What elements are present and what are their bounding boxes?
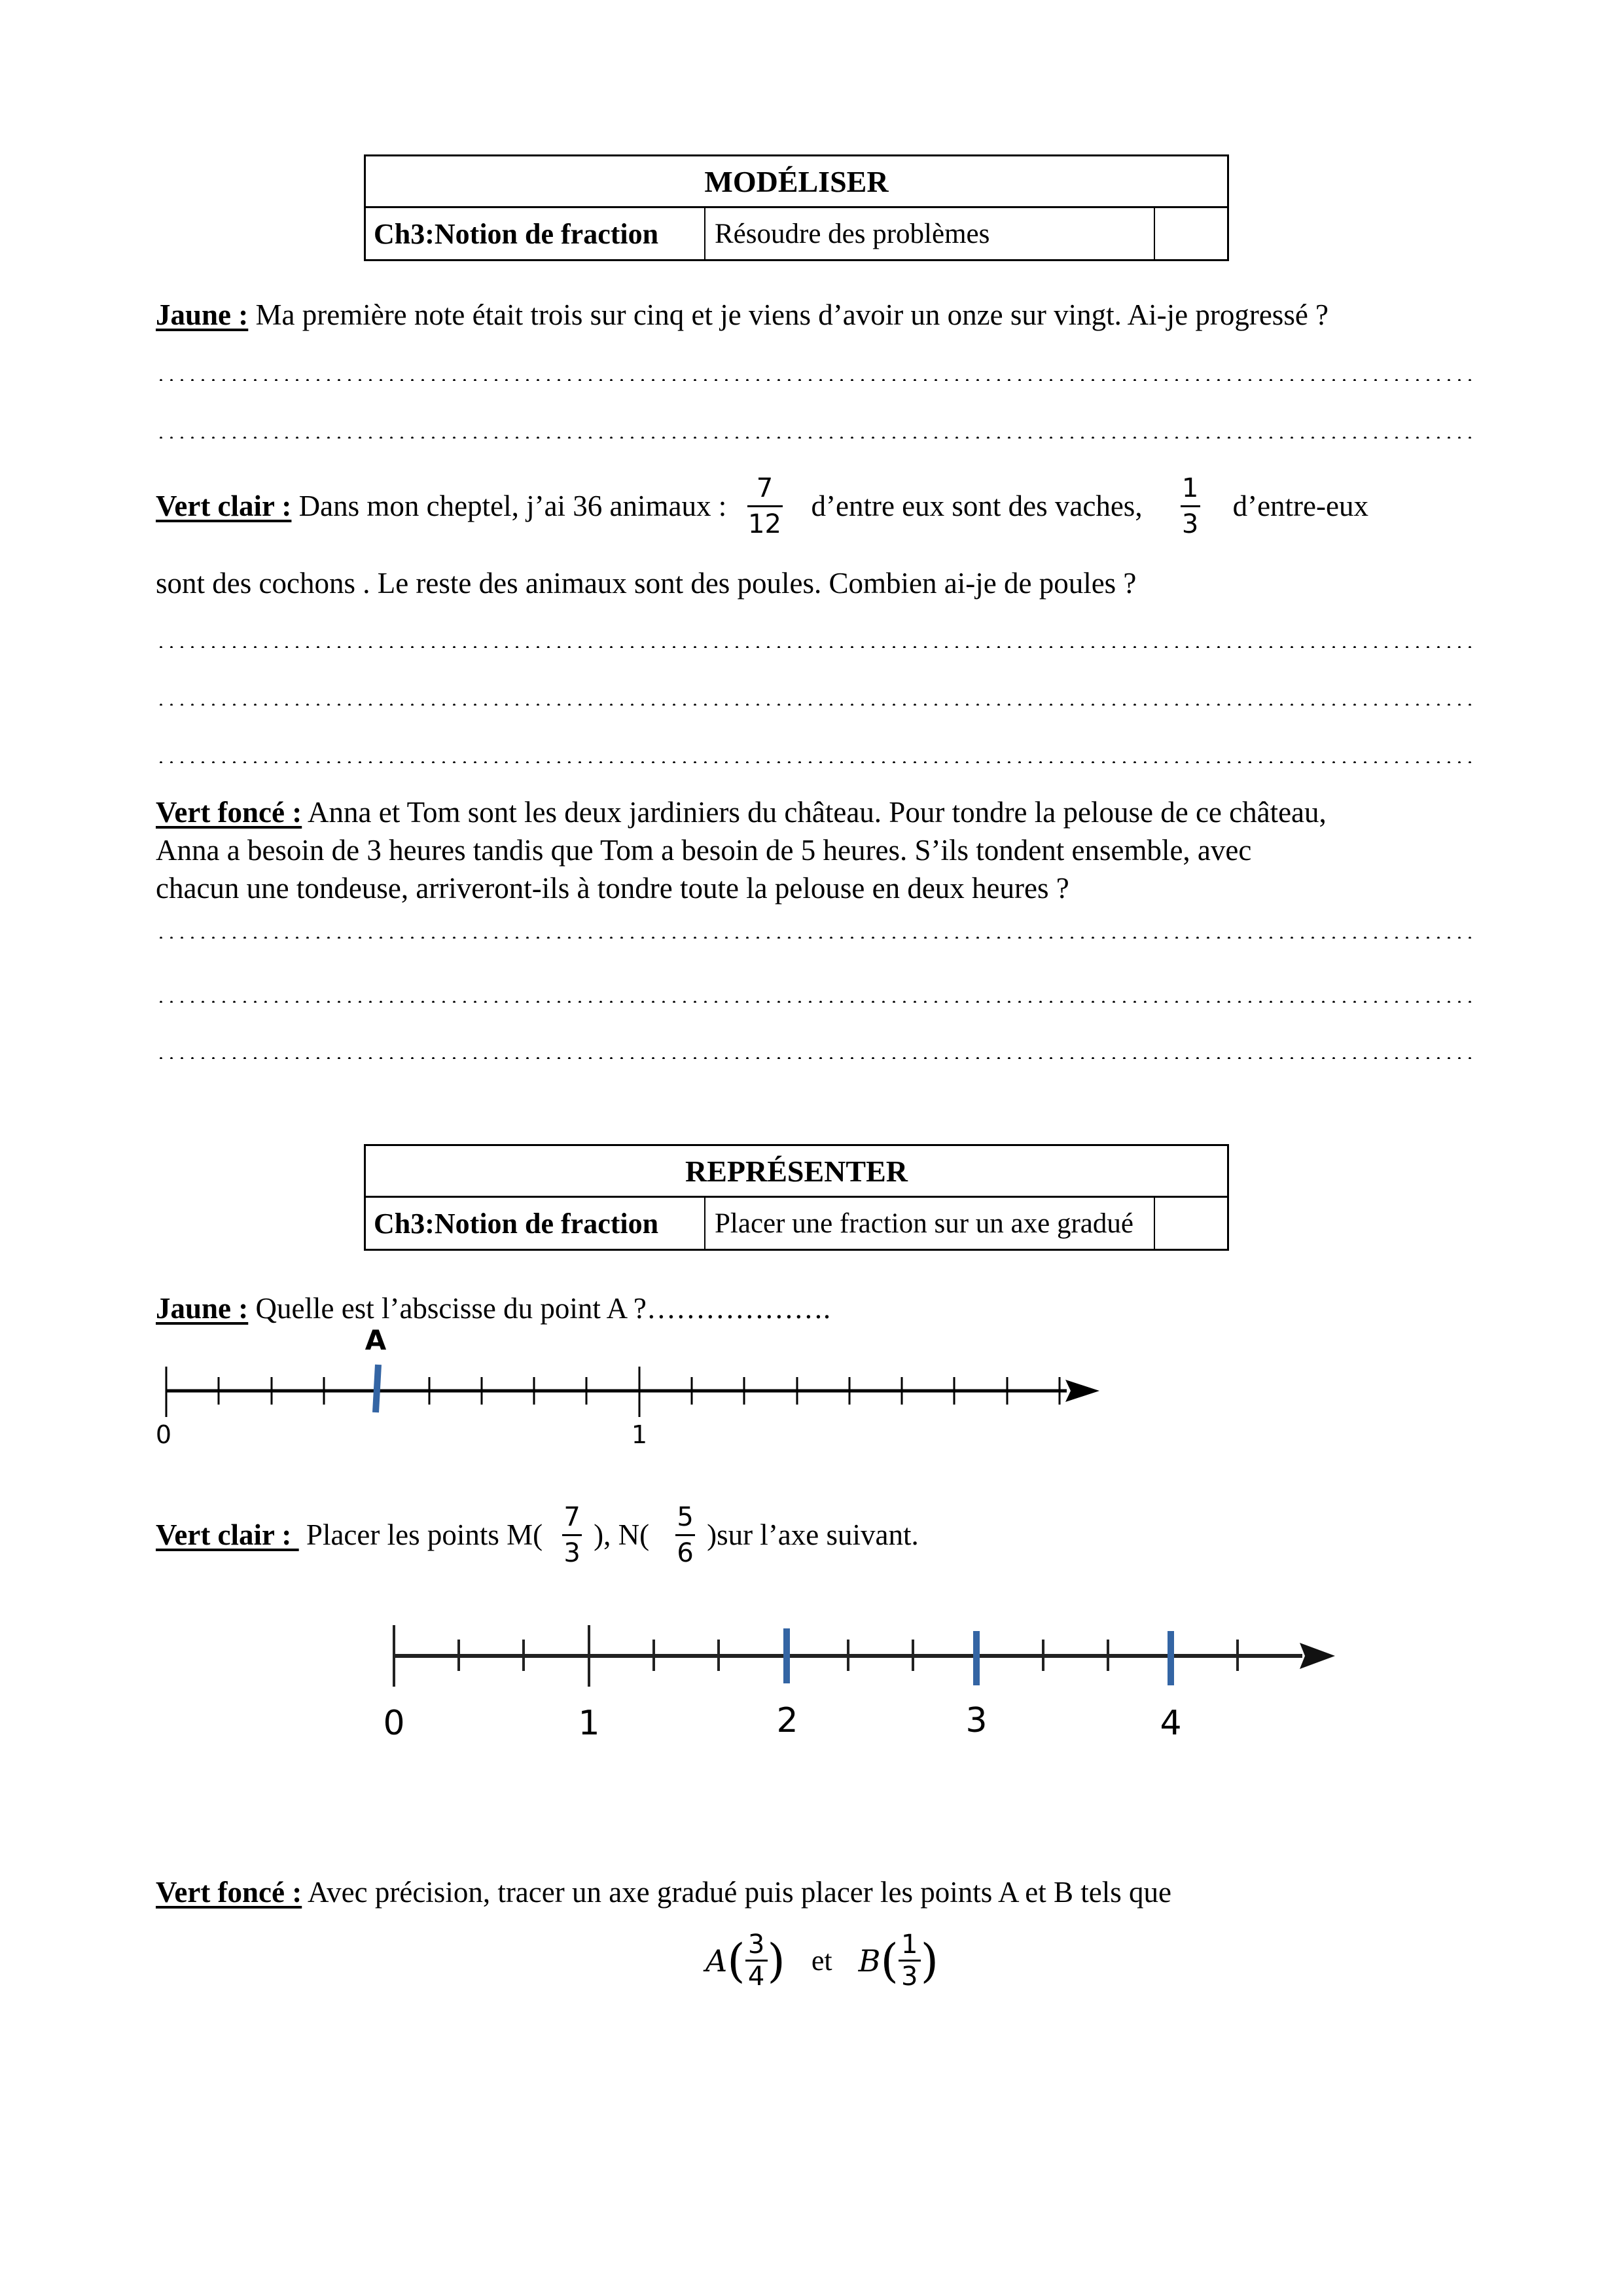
- question-text: Anna et Tom sont les deux jardiniers du château. Pour tondre la pelouse de ce château,: [302, 796, 1327, 829]
- fraction-five-sixths: [675, 1503, 695, 1568]
- tick-label-0: 0: [155, 1420, 172, 1449]
- point-a-name: A: [705, 1943, 728, 1979]
- chapter-cell: Ch3:Notion de fraction: [366, 208, 705, 259]
- tick-label-2: 2: [776, 1701, 798, 1740]
- answer-line[interactable]: [156, 703, 1471, 706]
- question-text: Ma première note était trois sur cinq et je viens d’avoir un onze sur vingt. Ai-je progressé ?: [248, 298, 1329, 331]
- exercise-vert-clair-problem: [156, 470, 1368, 542]
- numerator: 1: [1181, 473, 1199, 503]
- answer-line[interactable]: [156, 1056, 1471, 1059]
- answer-line[interactable]: [156, 436, 1471, 439]
- exercise-vert-fonce-axis: [156, 1873, 1171, 1911]
- question-text: Dans mon cheptel, j’ai 36 animaux :: [291, 490, 734, 522]
- question-text: Avec précision, tracer un axe gradué puis placer les points A et B tels que: [302, 1876, 1172, 1909]
- fraction-bar: [747, 505, 783, 507]
- modeliser-header-table: [364, 154, 1229, 261]
- denominator: 12: [748, 509, 781, 539]
- level-label-vert-fonce: Vert foncé :: [156, 1876, 302, 1909]
- point-a-mark: [376, 1365, 378, 1412]
- question-text: Quelle est l’abscisse du point A ?……………….: [248, 1292, 831, 1325]
- representer-header-table: [364, 1144, 1229, 1251]
- answer-line[interactable]: [156, 378, 1471, 381]
- grade-box[interactable]: [1155, 208, 1227, 259]
- connector-et: et: [811, 1945, 832, 1977]
- fraction-one-third: [1181, 474, 1200, 539]
- grade-box[interactable]: [1155, 1198, 1227, 1249]
- open-paren: (: [727, 1933, 745, 1988]
- question-text-line3: chacun une tondeuse, arriveront-ils à tondre toute la pelouse en deux heures ?: [156, 872, 1069, 905]
- answer-line[interactable]: [156, 936, 1471, 939]
- number-line-ninths: [0, 1309, 1178, 1460]
- level-label-vert-clair: Vert clair :: [156, 490, 292, 522]
- question-text: d’entre eux sont des vaches,: [811, 490, 1143, 522]
- numerator: 5: [677, 1501, 694, 1532]
- question-text: )sur l’axe suivant.: [707, 1518, 919, 1551]
- close-paren: ): [920, 1933, 939, 1988]
- number-line-thirds[interactable]: [0, 1571, 1374, 1754]
- numerator: 7: [563, 1501, 580, 1532]
- numerator: 3: [747, 1929, 765, 1960]
- level-label-vert-fonce: Vert foncé :: [156, 796, 302, 829]
- chapter-cell: Ch3:Notion de fraction: [366, 1198, 705, 1249]
- answer-line[interactable]: [156, 761, 1471, 763]
- tick-label-0: 0: [383, 1704, 405, 1743]
- close-paren: ): [767, 1933, 785, 1988]
- exercise-vert-clair-axis: [156, 1499, 919, 1571]
- fraction-bar: [1181, 505, 1200, 507]
- denominator: 3: [1181, 509, 1199, 539]
- point-b-name: B: [858, 1943, 881, 1979]
- arrow-icon: [1065, 1380, 1099, 1402]
- answer-line[interactable]: [156, 645, 1471, 648]
- answer-line[interactable]: [156, 1000, 1471, 1003]
- question-text-line2: sont des cochons . Le reste des animaux sont des poules. Combien ai-je de poules ?: [156, 567, 1137, 600]
- fraction-one-third: [899, 1931, 921, 1990]
- arrow-icon: [1300, 1643, 1335, 1669]
- section-title: MODÉLISER: [366, 156, 1227, 208]
- exercise-jaune-problem: [156, 296, 1329, 334]
- point-a-label: A: [365, 1324, 387, 1356]
- denominator: 6: [677, 1537, 694, 1568]
- numerator: 7: [756, 473, 774, 503]
- denominator: 3: [563, 1537, 580, 1568]
- tick-label-4: 4: [1160, 1704, 1182, 1743]
- level-label-jaune: Jaune :: [156, 298, 249, 331]
- question-text: Placer les points M(: [298, 1518, 543, 1551]
- open-paren: (: [880, 1933, 899, 1988]
- question-text-line2: Anna a besoin de 3 heures tandis que Tom a besoin de 5 heures. S’ils tondent ensemble, avec: [156, 834, 1252, 867]
- exercise-vert-fonce-problem: [156, 793, 1327, 831]
- fraction-seven-twelfths: [747, 474, 783, 539]
- fraction-three-quarters: [745, 1931, 768, 1990]
- question-text: ), N(: [594, 1518, 650, 1551]
- tick-label-1: 1: [578, 1704, 600, 1743]
- skill-cell: Placer une fraction sur un axe gradué: [705, 1198, 1155, 1249]
- level-label-vert-clair: Vert clair :: [156, 1518, 299, 1551]
- fraction-bar: [562, 1534, 582, 1536]
- tick-label-1: 1: [631, 1420, 648, 1449]
- denominator: 4: [747, 1962, 765, 1992]
- section-title: REPRÉSENTER: [366, 1146, 1227, 1198]
- skill-cell: Résoudre des problèmes: [705, 208, 1155, 259]
- numerator: 1: [901, 1929, 918, 1960]
- fraction-bar: [675, 1534, 695, 1536]
- points-to-place: [705, 1931, 938, 1990]
- question-text: d’entre-eux: [1232, 490, 1368, 522]
- fraction-seven-thirds: [562, 1503, 582, 1568]
- denominator: 3: [901, 1962, 918, 1992]
- tick-label-3: 3: [965, 1701, 988, 1740]
- level-label-jaune: Jaune :: [156, 1292, 249, 1325]
